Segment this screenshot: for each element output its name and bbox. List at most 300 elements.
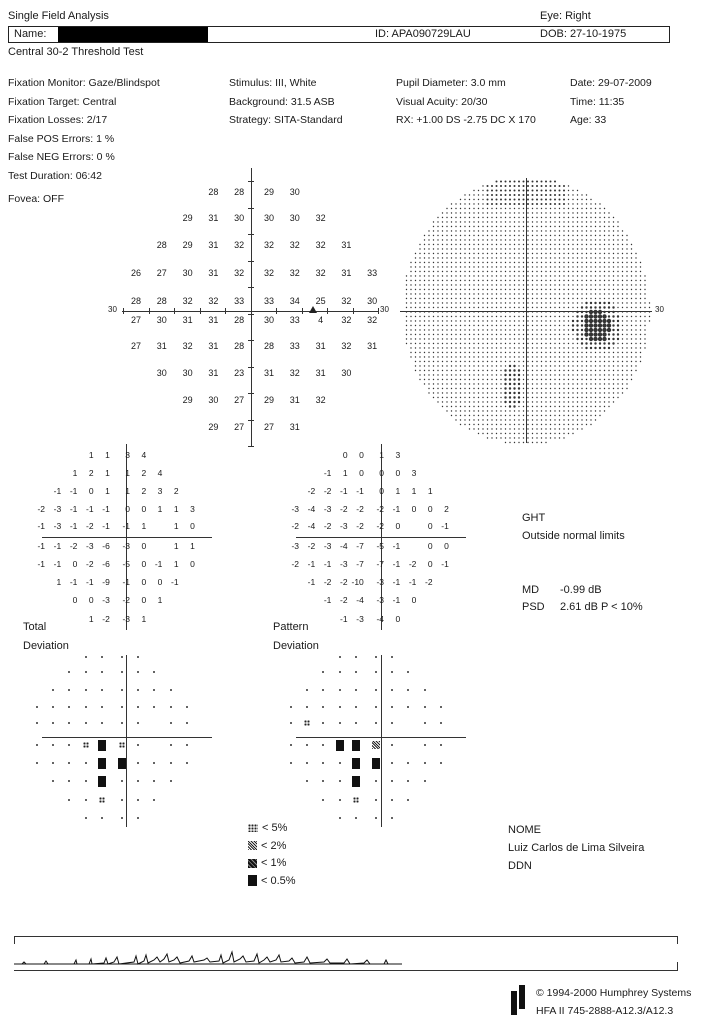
annotation-ddn: DDN <box>508 860 532 872</box>
td-value: 4 <box>141 450 147 460</box>
td-value: -1 <box>69 486 78 496</box>
td-value: -3 <box>122 541 130 551</box>
gaze-trace <box>14 940 414 970</box>
normal-point <box>85 762 87 764</box>
td-value: 0 <box>157 577 163 587</box>
threshold-value: 32 <box>367 315 378 325</box>
td-value: 0 <box>141 504 147 514</box>
td-value: 0 <box>141 541 147 551</box>
pd-value: -3 <box>376 595 384 605</box>
threshold-axis-label-right: 30 <box>380 305 389 314</box>
pd-value: 0 <box>411 504 417 514</box>
td-value: 0 <box>190 521 195 531</box>
pd-value: -2 <box>323 521 332 531</box>
td-value: -1 <box>122 521 130 531</box>
pd-value: -2 <box>307 486 316 496</box>
patient-age: Age: 33 <box>570 114 607 127</box>
threshold-value: 28 <box>234 341 245 351</box>
patient-annotation <box>508 821 644 875</box>
td-value: -2 <box>37 504 45 514</box>
td-value: -1 <box>102 504 110 514</box>
normal-point <box>339 656 341 658</box>
pd-value: -1 <box>307 577 316 587</box>
legend-5: < 5% <box>248 820 296 838</box>
pd-value: -1 <box>323 559 332 569</box>
threshold-value: 31 <box>263 368 274 378</box>
normal-point <box>101 706 103 708</box>
normal-point <box>186 706 188 708</box>
false-neg-errors: False NEG Errors: 0 % <box>8 151 115 164</box>
pd-value: 0 <box>359 450 364 460</box>
visual-acuity: Visual Acuity: 20/30 <box>396 95 488 108</box>
normal-point <box>121 817 123 819</box>
date-of-birth: DOB: 27-10-1975 <box>540 28 627 40</box>
td-value: 1 <box>173 521 179 531</box>
pd-value: 0 <box>427 504 433 514</box>
probability-symbol <box>352 740 360 751</box>
pd-value: -3 <box>376 577 384 587</box>
threshold-value: 32 <box>289 240 300 250</box>
normal-point <box>85 722 87 724</box>
td-value: -1 <box>86 504 94 514</box>
td-value: 0 <box>190 559 195 569</box>
pd-value: 0 <box>395 468 401 478</box>
pd-value: 1 <box>395 486 401 496</box>
pd-value: -2 <box>323 577 332 587</box>
td-value: 1 <box>105 468 110 478</box>
patient-id: ID: APA090729LAU <box>375 28 471 40</box>
normal-point <box>36 744 38 746</box>
probability-symbol <box>119 742 125 748</box>
report-title: Single Field Analysis <box>8 10 109 22</box>
threshold-value: 33 <box>289 341 300 351</box>
normal-point <box>36 762 38 764</box>
normal-point <box>339 817 341 819</box>
gaze-top-border <box>14 936 678 937</box>
pd-value: -2 <box>408 559 417 569</box>
normal-point <box>355 656 357 658</box>
pd-value: -1 <box>441 521 449 531</box>
normal-point <box>355 706 357 708</box>
pd-value: -2 <box>340 577 348 587</box>
pd-value: 1 <box>427 486 433 496</box>
threshold-value: 31 <box>289 422 300 432</box>
td-value: 1 <box>88 614 94 624</box>
normal-point <box>424 706 426 708</box>
threshold-value: 29 <box>208 422 219 432</box>
pd-value: 3 <box>395 450 401 460</box>
td-value: -1 <box>53 559 62 569</box>
td-value: -1 <box>53 541 62 551</box>
pd-value: 1 <box>342 468 348 478</box>
threshold-value: 31 <box>315 341 326 351</box>
total-deviation-label: Deviation <box>23 640 69 652</box>
psd-value: 2.61 dB P < 10% <box>560 601 643 613</box>
threshold-value: 32 <box>182 296 193 306</box>
probability-symbol <box>336 740 344 751</box>
pd-value: -2 <box>307 541 316 551</box>
normal-point <box>440 762 442 764</box>
dotted-symbol-icon <box>248 824 258 832</box>
td-h-axis <box>42 537 212 538</box>
humphrey-logo-icon <box>511 985 527 1015</box>
probability-symbol <box>83 742 89 748</box>
probability-symbol <box>353 797 359 803</box>
normal-point <box>339 722 341 724</box>
test-name: Central 30-2 Threshold Test <box>8 46 144 58</box>
td-value: 1 <box>141 614 147 624</box>
threshold-value: 30 <box>182 368 193 378</box>
pd-value: -10 <box>351 577 364 587</box>
pd-value: 1 <box>411 486 417 496</box>
threshold-value: 31 <box>208 240 219 250</box>
ght-label: GHT <box>522 512 546 524</box>
threshold-value: 31 <box>182 315 193 325</box>
td-prob-v-axis <box>126 655 127 827</box>
pd-value: -1 <box>340 614 348 624</box>
probability-legend <box>248 820 296 890</box>
threshold-value: 31 <box>289 395 300 405</box>
threshold-value: 27 <box>234 395 245 405</box>
threshold-value: 31 <box>208 268 219 278</box>
probability-symbol <box>118 758 126 769</box>
probability-symbol <box>352 776 360 787</box>
td-value: 1 <box>157 504 163 514</box>
normal-point <box>375 722 377 724</box>
normal-point <box>101 671 103 673</box>
td-value: 1 <box>88 450 94 460</box>
probability-symbol <box>98 758 106 769</box>
td-value: 0 <box>88 486 94 496</box>
td-value: 1 <box>105 450 110 460</box>
normal-point <box>424 762 426 764</box>
td-value: -3 <box>122 614 130 624</box>
threshold-value: 30 <box>263 315 274 325</box>
threshold-value: 26 <box>130 268 141 278</box>
td-value: 0 <box>141 577 147 587</box>
normal-point <box>121 722 123 724</box>
td-value: 0 <box>72 595 78 605</box>
td-value: 0 <box>88 595 94 605</box>
pd-value: 1 <box>379 450 384 460</box>
pd-value: -2 <box>356 504 364 514</box>
threshold-value: 34 <box>289 296 300 306</box>
probability-symbol <box>372 741 380 749</box>
pd-value: -3 <box>323 541 332 551</box>
threshold-value: 25 <box>315 296 326 306</box>
fixation-losses: Fixation Losses: 2/17 <box>8 114 108 127</box>
td-value: 1 <box>190 541 195 551</box>
normal-point <box>290 762 292 764</box>
normal-point <box>36 722 38 724</box>
eye-label: Eye: Right <box>540 10 591 22</box>
normal-point <box>290 722 292 724</box>
pd-value: -2 <box>340 504 348 514</box>
normal-point <box>424 744 426 746</box>
normal-point <box>121 671 123 673</box>
normal-point <box>375 656 377 658</box>
threshold-value: 27 <box>130 315 141 325</box>
annotation-name: Luiz Carlos de Lima Silveira <box>508 842 645 854</box>
normal-point <box>170 780 172 782</box>
td-value: 1 <box>173 504 179 514</box>
probability-symbol <box>99 797 105 803</box>
threshold-value: 31 <box>156 341 167 351</box>
pattern-label: Pattern <box>273 621 309 633</box>
td-value: 1 <box>125 468 130 478</box>
pd-value: -1 <box>356 486 364 496</box>
grayscale-v-axis <box>526 178 527 443</box>
normal-point <box>101 817 103 819</box>
psd-label: PSD <box>522 601 545 613</box>
pd-value: -4 <box>376 614 384 624</box>
threshold-value: 31 <box>367 341 378 351</box>
td-value: 1 <box>141 521 147 531</box>
pd-value: -1 <box>392 577 401 587</box>
threshold-value: 4 <box>318 315 324 325</box>
pd-value: 0 <box>379 486 384 496</box>
td-value: 4 <box>157 468 163 478</box>
normal-point <box>186 722 188 724</box>
threshold-value: 29 <box>182 240 193 250</box>
probability-symbol <box>98 776 106 787</box>
pd-value: -4 <box>340 541 348 551</box>
strategy: Strategy: SITA-Standard <box>229 114 343 127</box>
normal-point <box>85 817 87 819</box>
normal-point <box>375 799 377 801</box>
false-pos-errors: False POS Errors: 1 % <box>8 132 115 145</box>
name-label: Name: <box>14 28 47 40</box>
gaze-bottom-border <box>14 970 678 971</box>
threshold-value: 27 <box>130 341 141 351</box>
probability-symbol <box>372 758 380 769</box>
md-value: -0.99 dB <box>560 584 602 596</box>
td-value: -1 <box>69 504 78 514</box>
threshold-value: 23 <box>234 368 245 378</box>
td-value: -6 <box>102 559 110 569</box>
normal-point <box>121 780 123 782</box>
normal-point <box>101 722 103 724</box>
pattern-deviation-label: Deviation <box>273 640 319 652</box>
pd-value: 0 <box>395 521 401 531</box>
threshold-value: 32 <box>315 240 326 250</box>
threshold-value: 32 <box>263 240 274 250</box>
normal-point <box>101 689 103 691</box>
normal-point <box>36 706 38 708</box>
solid-block-symbol-icon <box>248 875 257 886</box>
normal-point <box>355 817 357 819</box>
pd-value: -2 <box>323 486 332 496</box>
normal-point <box>375 780 377 782</box>
threshold-value: 32 <box>289 368 300 378</box>
td-value: 1 <box>157 595 163 605</box>
threshold-value: 32 <box>263 268 274 278</box>
pd-value: 0 <box>359 468 364 478</box>
total-label: Total <box>23 621 47 633</box>
pd-value: -1 <box>323 468 332 478</box>
threshold-value: 28 <box>156 296 167 306</box>
threshold-value: 31 <box>208 213 219 223</box>
pd-value: -1 <box>307 559 316 569</box>
td-value: -6 <box>102 541 110 551</box>
pd-value: -4 <box>356 595 364 605</box>
normal-point <box>290 744 292 746</box>
normal-point <box>170 689 172 691</box>
normal-point <box>290 706 292 708</box>
rx: RX: +1.00 DS -2.75 DC X 170 <box>396 114 536 127</box>
pd-value: -2 <box>356 521 364 531</box>
pd-value: 0 <box>427 521 433 531</box>
threshold-value: 31 <box>208 368 219 378</box>
threshold-value: 29 <box>182 395 193 405</box>
pd-value: -1 <box>340 486 348 496</box>
pd-value: -3 <box>291 504 299 514</box>
threshold-value: 33 <box>234 296 245 306</box>
threshold-value: 31 <box>341 268 352 278</box>
td-value: -2 <box>86 559 94 569</box>
threshold-value: 31 <box>208 341 219 351</box>
pd-value: -3 <box>340 521 348 531</box>
threshold-value: 27 <box>234 422 245 432</box>
pd-value: -1 <box>392 595 401 605</box>
threshold-value: 30 <box>367 296 378 306</box>
pd-value: -1 <box>392 504 401 514</box>
pd-value: -4 <box>307 504 316 514</box>
threshold-value: 29 <box>263 395 274 405</box>
threshold-value: 27 <box>156 268 167 278</box>
threshold-value: 30 <box>182 268 193 278</box>
copyright: © 1994-2000 Humphrey Systems <box>536 987 692 999</box>
pd-value: -7 <box>376 559 384 569</box>
normal-point <box>375 817 377 819</box>
normal-point <box>85 656 87 658</box>
pd-value: -1 <box>323 595 332 605</box>
pd-value: -2 <box>376 521 384 531</box>
td-value: -1 <box>37 559 45 569</box>
td-value: 3 <box>157 486 163 496</box>
pd-value: 0 <box>342 450 348 460</box>
threshold-value: 32 <box>315 268 326 278</box>
normal-point <box>339 689 341 691</box>
td-value: -2 <box>122 595 130 605</box>
normal-point <box>355 689 357 691</box>
pd-value: -4 <box>307 521 316 531</box>
normal-point <box>424 722 426 724</box>
pd-value: -3 <box>291 541 299 551</box>
pd-value: -1 <box>392 541 401 551</box>
normal-point <box>440 722 442 724</box>
threshold-value: 30 <box>341 368 352 378</box>
td-value: 2 <box>141 468 147 478</box>
td-value: 1 <box>125 486 130 496</box>
threshold-value: 32 <box>315 395 326 405</box>
threshold-value: 30 <box>289 187 300 197</box>
threshold-value: 30 <box>289 213 300 223</box>
threshold-value: 32 <box>234 268 245 278</box>
td-value: -2 <box>102 614 110 624</box>
instrument-model: HFA II 745-2888-A12.3/A12.3 <box>536 1005 674 1017</box>
td-value: 0 <box>125 504 130 514</box>
pd-value: 2 <box>444 504 449 514</box>
normal-point <box>355 671 357 673</box>
td-value: 3 <box>190 504 195 514</box>
pd-value: -2 <box>340 595 348 605</box>
td-value: 1 <box>173 541 179 551</box>
threshold-value: 32 <box>289 268 300 278</box>
threshold-value: 30 <box>156 368 167 378</box>
threshold-axis-label-left: 30 <box>108 305 117 314</box>
probability-symbol <box>98 740 106 751</box>
threshold-value: 28 <box>156 240 167 250</box>
pd-value: -5 <box>376 541 384 551</box>
annotation-name-label: NOME <box>508 824 541 836</box>
threshold-value: 28 <box>234 187 245 197</box>
pd-value: 0 <box>395 614 401 624</box>
normal-point <box>85 706 87 708</box>
normal-point <box>375 689 377 691</box>
td-value: 1 <box>173 559 179 569</box>
fixation-target: Fixation Target: Central <box>8 95 117 108</box>
normal-point <box>339 762 341 764</box>
normal-point <box>170 722 172 724</box>
td-value: -3 <box>102 595 110 605</box>
normal-point <box>85 689 87 691</box>
pd-value: -1 <box>441 559 449 569</box>
td-value: -1 <box>171 577 179 587</box>
normal-point <box>170 706 172 708</box>
normal-point <box>424 689 426 691</box>
td-prob-h-axis <box>42 737 212 738</box>
threshold-value: 28 <box>208 187 219 197</box>
threshold-value: 32 <box>315 213 326 223</box>
td-value: -1 <box>154 559 163 569</box>
test-date: Date: 29-07-2009 <box>570 77 652 89</box>
threshold-value: 31 <box>208 315 219 325</box>
td-value: 2 <box>141 486 147 496</box>
normal-point <box>101 656 103 658</box>
fixation-monitor: Fixation Monitor: Gaze/Blindspot <box>8 77 160 89</box>
normal-point <box>440 744 442 746</box>
md-label: MD <box>522 584 540 596</box>
test-duration: Test Duration: 06:42 <box>8 169 102 182</box>
threshold-value: 28 <box>263 341 274 351</box>
normal-point <box>121 656 123 658</box>
normal-point <box>170 744 172 746</box>
td-value: -3 <box>53 521 62 531</box>
pd-value: 3 <box>411 468 417 478</box>
hatched-symbol-icon <box>248 841 257 850</box>
td-value: -2 <box>69 541 78 551</box>
threshold-value: 33 <box>367 268 378 278</box>
normal-point <box>186 762 188 764</box>
td-value: -2 <box>86 521 94 531</box>
threshold-value: 30 <box>156 315 167 325</box>
threshold-value: 29 <box>263 187 274 197</box>
td-value: 2 <box>173 486 179 496</box>
pd-value: -3 <box>340 559 348 569</box>
stimulus: Stimulus: III, White <box>229 77 317 89</box>
normal-point <box>339 671 341 673</box>
threshold-value: 33 <box>263 296 274 306</box>
pupil-diameter: Pupil Diameter: 3.0 mm <box>396 77 506 89</box>
probability-symbol <box>352 758 360 769</box>
pd-prob-v-axis <box>381 655 382 827</box>
grayscale-axis-label: 30 <box>655 305 664 314</box>
td-value: 1 <box>72 468 78 478</box>
threshold-value: 31 <box>315 368 326 378</box>
threshold-value: 29 <box>182 213 193 223</box>
td-value: -3 <box>53 504 62 514</box>
